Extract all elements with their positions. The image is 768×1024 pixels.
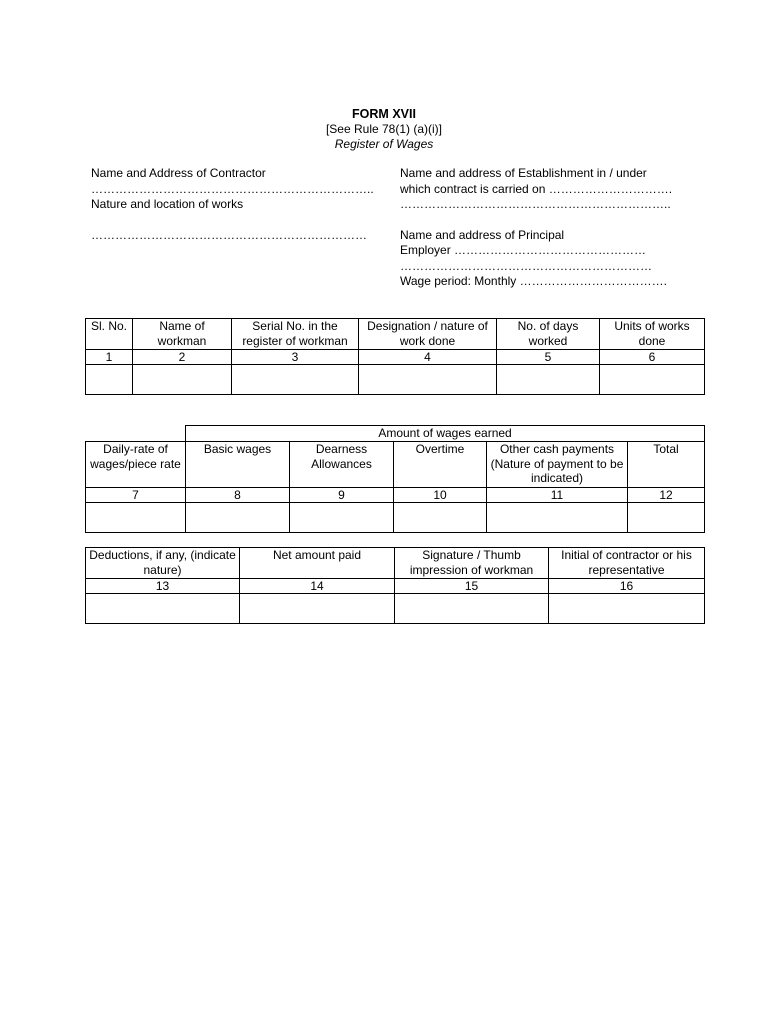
col-header-serial-no: Serial No. in the register of workman [232,319,359,350]
col-number: 14 [240,579,395,594]
register-title: Register of Wages [334,137,434,151]
header-row [86,442,705,488]
nature-dots: …………………………………………………………… [91,228,367,242]
col-number: 3 [232,350,359,365]
col-header-deductions: Deductions, if any, (indicate nature) [86,548,240,579]
col-header-total: Total [628,442,705,488]
payment-table [85,547,705,624]
col-number: 5 [497,350,600,365]
establishment-dots: ………………………………………………………….. [400,197,671,211]
number-row [86,579,705,594]
col-number: 9 [290,488,394,503]
col-header-days-worked: No. of days worked [497,319,600,350]
col-header-other-payments: Other cash payments (Nature of payment to be indicated) [487,442,628,488]
col-header-signature: Signature / Thumb impression of workman [395,548,549,579]
employer-label: Name and address of Principal [400,228,565,242]
col-number: 11 [487,488,628,503]
entry-row [86,594,705,624]
employer-dots: ……………………………………………………… [400,259,652,273]
col-number: 16 [549,579,705,594]
wages-table [85,425,705,533]
col-number: 4 [359,350,497,365]
establishment-label: Name and address of Establishment in / under [400,166,647,180]
col-number: 10 [394,488,487,503]
contractor-dots: …………………………………………………………….. [91,182,374,196]
contractor-label: Name and Address of Contractor [91,166,266,180]
col-header-sl-no: Sl. No. [86,319,133,350]
col-number: 2 [133,350,232,365]
col-header-name: Name of workman [133,319,232,350]
col-number: 8 [186,488,290,503]
group-header-row [86,426,705,442]
entry-cell[interactable] [628,503,705,533]
col-number: 7 [86,488,186,503]
nature-label: Nature and location of works [91,197,244,211]
amount-of-wages-header: Amount of wages earned [186,426,705,442]
entry-cell[interactable] [86,594,240,624]
col-number: 12 [628,488,705,503]
header-row [86,548,705,579]
entry-cell[interactable] [186,503,290,533]
col-number: 1 [86,350,133,365]
entry-row [86,503,705,533]
entry-cell[interactable] [549,594,705,624]
col-header-overtime: Overtime [394,442,487,488]
entry-cell[interactable] [133,365,232,395]
blank-corner [86,426,186,442]
entry-cell[interactable] [395,594,549,624]
entry-cell[interactable] [487,503,628,533]
header-row [86,319,705,350]
col-number: 15 [395,579,549,594]
col-header-units-done: Units of works done [600,319,705,350]
entry-cell[interactable] [290,503,394,533]
number-row [86,488,705,503]
form-title: FORM XVII [352,107,416,121]
col-header-initial: Initial of contractor or his representative [549,548,705,579]
establishment-label-2: which contract is carried on …………………………. [400,182,673,196]
col-number: 6 [600,350,705,365]
form-header [0,107,768,152]
number-row [86,350,705,365]
entry-cell[interactable] [86,365,133,395]
col-header-basic-wages: Basic wages [186,442,290,488]
col-header-net-amount: Net amount paid [240,548,395,579]
wage-period: Wage period: Monthly ………………………………. [400,274,667,288]
col-header-dearness: Dearness Allowances [290,442,394,488]
entry-cell[interactable] [359,365,497,395]
entry-cell[interactable] [394,503,487,533]
entry-cell[interactable] [240,594,395,624]
col-number: 13 [86,579,240,594]
workman-table [85,318,705,395]
entry-cell[interactable] [497,365,600,395]
col-header-daily-rate: Daily-rate of wages/piece rate [86,442,186,488]
entry-cell[interactable] [86,503,186,533]
entry-cell[interactable] [600,365,705,395]
entry-cell[interactable] [232,365,359,395]
rule-reference: [See Rule 78(1) (a)(i)] [325,122,443,136]
entry-row [86,365,705,395]
employer-label-2: Employer ………………………………………… [400,243,647,257]
col-header-designation: Designation / nature of work done [359,319,497,350]
